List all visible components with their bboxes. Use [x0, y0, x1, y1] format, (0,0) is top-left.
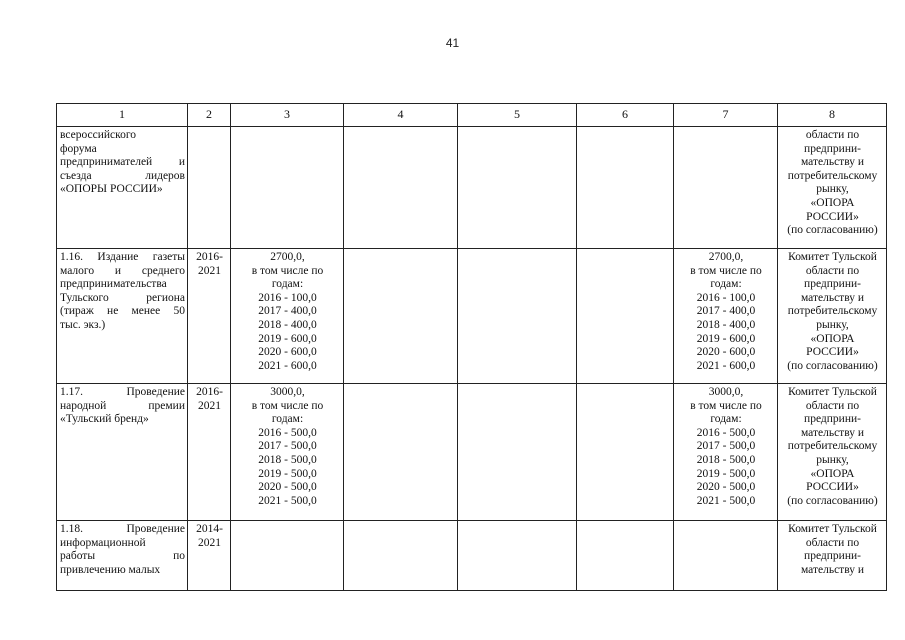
- funding-total-cell-line: в том числе по: [251, 264, 324, 277]
- column-header: 2: [188, 104, 231, 127]
- column-header: 7: [674, 104, 778, 127]
- activity-name-cell-line: предпринимательства: [60, 278, 167, 291]
- activity-name-cell-line: Тульского региона: [60, 291, 185, 304]
- column-header: 6: [577, 104, 674, 127]
- funding-source-cell-line: 2017 - 400,0: [696, 305, 756, 318]
- funding-total-cell-line: 3000,0,: [270, 386, 305, 398]
- period-cell-line: 2014-: [196, 523, 223, 535]
- executor-cell-line: потребительскому: [787, 305, 878, 318]
- period-cell-line: 2021: [198, 536, 221, 549]
- column-header: 5: [458, 104, 577, 127]
- table-row: [57, 384, 887, 521]
- empty-cell: [458, 521, 577, 591]
- empty-cell: [458, 249, 577, 384]
- executor-cell: [778, 521, 887, 591]
- executor-cell-line: предприни-: [804, 278, 861, 291]
- activity-name-cell-line: 1.17. Проведение: [60, 386, 185, 398]
- column-header: 4: [344, 104, 458, 127]
- funding-source-cell-line: в том числе по: [690, 399, 762, 412]
- funding-total-cell-line: годам:: [271, 278, 304, 291]
- activity-name-cell-line: съезда лидеров: [60, 169, 185, 182]
- funding-total-cell: [231, 127, 344, 249]
- funding-source-cell: [674, 127, 778, 249]
- funding-total-cell-line: 2021 - 500,0: [258, 494, 317, 507]
- activity-name-cell: [57, 521, 188, 591]
- funding-total-cell-line: 2020 - 600,0: [258, 346, 317, 359]
- funding-total-cell-line: 2018 - 400,0: [258, 318, 317, 331]
- funding-source-cell-line: 2021 - 600,0: [696, 359, 756, 372]
- activity-name-cell-line: информационной: [60, 536, 146, 549]
- empty-cell: [344, 249, 458, 384]
- activity-name-cell-line: «Тульский бренд»: [60, 413, 149, 426]
- funding-total-cell-line: в том числе по: [251, 399, 324, 412]
- funding-source-cell-line: 2020 - 500,0: [696, 481, 756, 494]
- funding-total-cell-line: 2018 - 500,0: [258, 453, 317, 466]
- executor-cell-line: (по согласованию): [787, 494, 878, 507]
- funding-source-cell-line: годам:: [710, 413, 742, 426]
- activity-name-cell-line: «ОПОРЫ РОССИИ»: [60, 183, 163, 196]
- funding-total-cell-line: 2016 - 100,0: [258, 291, 317, 304]
- executor-cell-line: предприни-: [804, 550, 861, 563]
- activity-name-cell: [57, 127, 188, 249]
- funding-total-cell: [231, 384, 344, 521]
- empty-cell: [577, 521, 674, 591]
- empty-cell: [577, 127, 674, 249]
- period-cell-line: 2021: [198, 264, 221, 277]
- activity-name-cell-line: (тираж не менее 50: [60, 305, 185, 318]
- executor-cell-line: «ОПОРА: [810, 196, 855, 209]
- funding-source-cell-line: в том числе по: [690, 264, 762, 277]
- funding-total-cell-line: 2020 - 500,0: [258, 481, 317, 494]
- executor-cell-line: потребительскому: [787, 440, 878, 453]
- empty-cell: [458, 384, 577, 521]
- activity-name-cell: [57, 384, 188, 521]
- funding-total-cell-line: 2017 - 500,0: [258, 440, 317, 453]
- executor-cell-line: области по: [805, 536, 860, 549]
- executor-cell-line: рынку,: [816, 453, 849, 466]
- funding-total-cell-line: 2019 - 500,0: [258, 467, 317, 480]
- executor-cell-line: (по согласованию): [787, 359, 878, 372]
- funding-total-cell-line: 2700,0,: [270, 251, 305, 263]
- activity-name-cell-line: привлечению малых: [60, 563, 161, 576]
- empty-cell: [577, 249, 674, 384]
- executor-cell: [778, 249, 887, 384]
- period-cell-line: 2021: [198, 399, 221, 412]
- column-header: 3: [231, 104, 344, 127]
- funding-source-cell-line: 2016 - 100,0: [696, 291, 756, 304]
- period-cell: [188, 127, 231, 249]
- period-cell-line: 2016-: [196, 251, 223, 263]
- funding-total-cell: [231, 521, 344, 591]
- column-header: 8: [778, 104, 887, 127]
- funding-source-cell-line: 2019 - 600,0: [696, 332, 756, 345]
- executor-cell-line: предприни-: [804, 142, 861, 155]
- executor-cell-line: Комитет Тульской: [788, 523, 877, 535]
- funding-total-cell-line: годам:: [271, 413, 304, 426]
- executor-cell: [778, 127, 887, 249]
- funding-source-cell-line: 2016 - 500,0: [696, 426, 756, 439]
- table-header-row: [57, 104, 887, 127]
- empty-cell: [577, 384, 674, 521]
- funding-total-cell-line: 2017 - 400,0: [258, 305, 317, 318]
- funding-source-cell-line: 2018 - 400,0: [696, 318, 756, 331]
- activity-name-cell-line: малого и среднего: [60, 264, 185, 277]
- funding-source-cell: [674, 521, 778, 591]
- activity-name-cell-line: 1.18. Проведение: [60, 523, 185, 535]
- funding-source-cell-line: 3000,0,: [708, 386, 744, 398]
- executor-cell: [778, 384, 887, 521]
- executor-cell-line: предприни-: [804, 413, 861, 426]
- table-row: [57, 521, 887, 591]
- funding-total-cell: [231, 249, 344, 384]
- activity-name-cell-line: работы по: [60, 550, 185, 563]
- activity-name-cell: [57, 249, 188, 384]
- executor-cell-line: рынку,: [816, 183, 849, 196]
- funding-total-cell-line: 2019 - 600,0: [258, 332, 317, 345]
- executor-cell-line: области по: [805, 399, 860, 412]
- period-cell: [188, 384, 231, 521]
- funding-source-cell-line: годам:: [710, 278, 742, 291]
- executor-cell-line: «ОПОРА: [810, 467, 855, 480]
- page-number: 41: [445, 36, 460, 50]
- executor-cell-line: рынку,: [816, 318, 849, 331]
- activity-name-cell-line: 1.16. Издание газеты: [60, 251, 185, 263]
- executor-cell-line: Комитет Тульской: [788, 251, 877, 263]
- executor-cell-line: РОССИИ»: [806, 481, 859, 494]
- executor-cell-line: области по: [805, 129, 860, 141]
- executor-cell-line: Комитет Тульской: [788, 386, 877, 398]
- funding-total-cell-line: 2021 - 600,0: [258, 359, 317, 372]
- executor-cell-line: (по согласованию): [787, 224, 878, 237]
- empty-cell: [344, 127, 458, 249]
- activity-name-cell-line: форума: [60, 142, 97, 155]
- period-cell: [188, 521, 231, 591]
- empty-cell: [344, 384, 458, 521]
- funding-total-cell-line: 2016 - 500,0: [258, 426, 317, 439]
- funding-source-cell-line: 2019 - 500,0: [696, 467, 756, 480]
- activity-name-cell-line: народной премии: [60, 399, 185, 412]
- funding-source-cell: [674, 384, 778, 521]
- activity-name-cell-line: всероссийского: [60, 129, 137, 141]
- table-row: [57, 127, 887, 249]
- empty-cell: [458, 127, 577, 249]
- period-cell: [188, 249, 231, 384]
- executor-cell-line: области по: [805, 264, 860, 277]
- executor-cell-line: потребительскому: [787, 169, 878, 182]
- period-cell-line: 2016-: [196, 386, 223, 398]
- funding-source-cell-line: 2700,0,: [708, 251, 744, 263]
- funding-source-cell-line: 2020 - 600,0: [696, 346, 756, 359]
- funding-source-cell-line: 2017 - 500,0: [696, 440, 756, 453]
- executor-cell-line: РОССИИ»: [806, 346, 859, 359]
- executor-cell-line: «ОПОРА: [810, 332, 855, 345]
- funding-source-cell-line: 2021 - 500,0: [696, 494, 756, 507]
- executor-cell-line: мательству и: [800, 563, 865, 576]
- executor-cell-line: мательству и: [800, 291, 865, 304]
- activity-name-cell-line: предпринимателей и: [60, 156, 185, 169]
- empty-cell: [344, 521, 458, 591]
- executor-cell-line: РОССИИ»: [806, 210, 859, 223]
- table-row: [57, 249, 887, 384]
- funding-source-cell-line: 2018 - 500,0: [696, 453, 756, 466]
- executor-cell-line: мательству и: [800, 156, 865, 169]
- executor-cell-line: мательству и: [800, 426, 865, 439]
- program-table: [56, 103, 887, 591]
- funding-source-cell: [674, 249, 778, 384]
- activity-name-cell-line: тыс. экз.): [60, 318, 106, 331]
- column-header: 1: [57, 104, 188, 127]
